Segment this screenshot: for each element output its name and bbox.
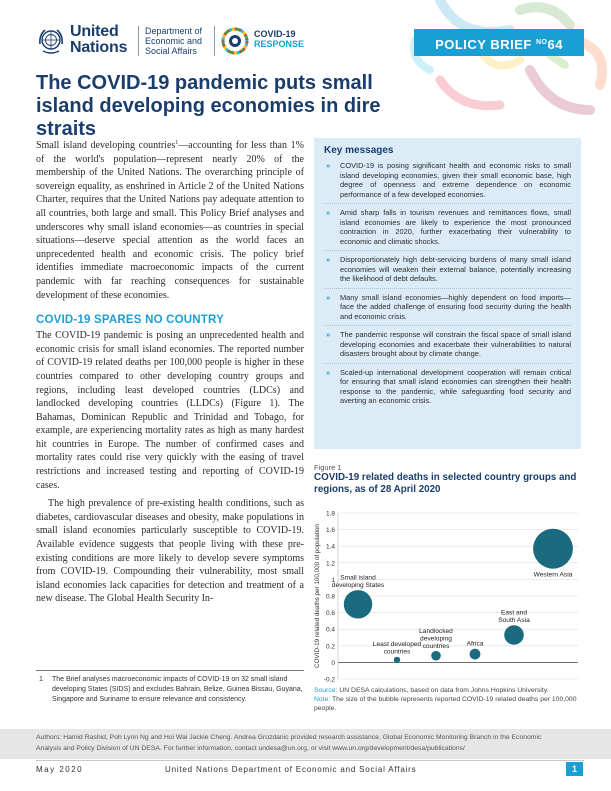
policy-brief-banner: POLICY BRIEF $^{NO}$64	[414, 29, 584, 56]
footer-org: United Nations Department of Economic and Social Affairs	[165, 765, 417, 774]
decorative-arcs	[400, 0, 611, 130]
footnote	[36, 670, 304, 705]
covid-response-wordmark: COVID-19 RESPONSE	[254, 29, 305, 49]
data-bubble	[344, 590, 372, 618]
list-item: » COVID-19 is posing significant health and economic risks to small island developing economies, given their small economic base, high degree of openness and extreme dependence on economic performance of a few developed economies.	[324, 161, 571, 204]
data-bubble	[431, 651, 441, 661]
covid-response-logo-icon	[220, 24, 250, 58]
y-axis-title: COVID-19 related deaths per 100,000 of population	[314, 524, 321, 668]
key-messages-list	[324, 161, 571, 410]
footnote-marker[interactable]: 1	[175, 140, 179, 146]
y-tick-label: 0.6	[325, 610, 335, 618]
y-tick-label: 1.6	[325, 527, 335, 535]
figure-source: Source: UN DESA calculations, based on data from Johns Hopkins University. Note: The size of the bubble represents reported COVID-19 related deaths per 100,000 people.	[314, 687, 577, 712]
page-number: 1	[566, 762, 583, 776]
chevron-bullet-icon: »	[326, 330, 331, 339]
data-label: East and	[500, 609, 528, 617]
chevron-bullet-icon: »	[326, 292, 331, 302]
figure-label: Figure 1	[314, 463, 342, 472]
chevron-bullet-icon: »	[326, 367, 331, 377]
key-messages-box	[314, 138, 581, 449]
y-tick-label: 0.2	[325, 643, 335, 651]
data-label: developing	[420, 635, 452, 643]
list-item: » Scaled-up international development cooperation will remain critical for ensuring that small island economies can strengthen their health response to the pandemic, while safeguarding food security and averting an economic crisis.	[326, 367, 571, 405]
key-messages-heading: Key messages	[324, 145, 394, 156]
section-heading: COVID-19 SPARES NO COUNTRY	[36, 314, 224, 327]
body-paragraph: The COVID-19 pandemic is posing an unprecedented health and economic crisis for small island economies. The reported number of COVID-19 related deaths per 100,000 people is higher in these countries compared to other developing country groups and regions, including least developed countries (LDCs) and landlocked developing countries (LLDCs) (Figure 1). The Bahamas, Dominican Republic and Trinidad and Tobago, for example, are experiencing mortality rates as high as many hardest hit countries in Europe. The number of confirmed cases and mortality rates could rise very quickly with the easing of travel restrictions and increased testing and reporting of COVID-19 cases.	[36, 330, 304, 491]
data-label: South Asia	[498, 617, 530, 625]
main-text-column	[36, 137, 304, 606]
y-tick-label: -0.2	[323, 676, 335, 684]
body-paragraph: The high prevalence of pre-existing health conditions, such as diabetes, cardiovascular diseases and obesity, make populations in small island economies particularly susceptible to COVID-19. Available evidence suggests that people living with these pre-existing conditions are more likely to develop severe symptoms from COVID-19. Compounding their vulnerability, most small island economies lack capacities for detection and treatment of a new disease. The Global Health Security In-	[36, 498, 304, 605]
footer-date: May 2020	[36, 765, 84, 774]
data-label: Africa	[466, 640, 484, 648]
y-tick-label: 0	[331, 659, 335, 667]
list-item: » Amid sharp falls in tourism revenues and remittances flows, small island economies are likely to experience the most pronounced contraction in 2020, further exacerbating their vulnerability to economic and climatic shocks.	[324, 208, 571, 251]
data-label: Landlocked	[419, 627, 453, 635]
y-tick-label: 1.4	[325, 543, 335, 551]
footnote-number: 1	[39, 676, 43, 683]
data-label: countries	[383, 648, 411, 656]
y-tick-label: 0.4	[325, 626, 335, 634]
list-item: » Many small island economies—highly dependent on food imports—face the added challenge of ensuring food security during the health and economic crisis.	[324, 293, 571, 327]
data-label: countries	[422, 642, 450, 650]
data-bubble	[394, 657, 400, 663]
y-tick-label: 0.8	[325, 593, 335, 601]
header-divider	[138, 26, 139, 56]
data-bubble	[533, 529, 573, 569]
y-tick-label: 1.8	[325, 510, 335, 518]
chevron-bullet-icon: »	[326, 161, 331, 170]
bubble-chart	[310, 505, 585, 685]
intro-paragraph: Small island developing countries$^1$—accounting for less than 1% of the world's population—represent nearly 20% of the membership of the United Nations. The overarching principle of sovereign equality, as enshrined in Article 2 of the United Nations Charter, requires that the United Nations pay adequate attention to all countries, both large and small. This Policy Brief analyses and underscores why small island economies—as countries in special situations—deserve special attention as the world faces an unprecedented health and economic crisis. The policy brief identifies immediate macroeconomic impacts of the current pandemic with far reaching consequences for sustainable development of these economies.	[36, 140, 304, 301]
data-label: Western Asia	[533, 571, 573, 579]
footnote-text: The Brief analyses macroeconomic impacts of COVID-19 on 32 small island developing States (SIDS) and excludes Bahrain, Belize, Guinea Bissau, Guyana, Singapore and Suriname to ensure relevance and consistency.	[52, 676, 303, 703]
data-label: Small island	[340, 574, 376, 582]
chevron-bullet-icon: »	[326, 208, 331, 217]
y-tick-label: 1	[331, 576, 335, 584]
page-title: The COVID-19 pandemic puts small island developing economies in dire straits	[36, 72, 381, 140]
list-item: » The pandemic response will constrain the fiscal space of small island developing economies and exacerbate their vulnerabilities to natural disasters brought about by climate change.	[324, 330, 571, 364]
data-bubble	[470, 649, 481, 660]
desa-wordmark: Department of Economic and Social Affairs	[145, 26, 203, 56]
authors-box: Authors: Hamid Rashid, Poh Lynn Ng and Hoi Wai Jackie Cheng. Andrea Grozdanic provided research assistance. Global Economic Monitoring Branch in the Economic Analysis and Policy Division of UN DESA. For further information, contact undesa@un.org, or visit www.un.org/development/desa/publications/	[0, 729, 611, 759]
un-emblem-icon	[36, 26, 66, 56]
figure-title: COVID-19 related deaths in selected country groups and regions, as of 28 April 2020	[314, 472, 577, 496]
data-label: developing States	[331, 582, 385, 590]
chevron-bullet-icon: »	[326, 255, 331, 264]
y-tick-label: 1.2	[325, 560, 335, 568]
footer-divider	[36, 760, 584, 761]
data-label: Least developed	[372, 641, 422, 649]
data-bubble	[504, 625, 524, 645]
list-item: » Disproportionately high debt-servicing burdens of many small island economies will weaken their external balance, potentially increasing the likelihood of debt defaults.	[324, 255, 571, 289]
header-divider	[214, 26, 215, 56]
un-wordmark: United Nations	[70, 23, 128, 56]
